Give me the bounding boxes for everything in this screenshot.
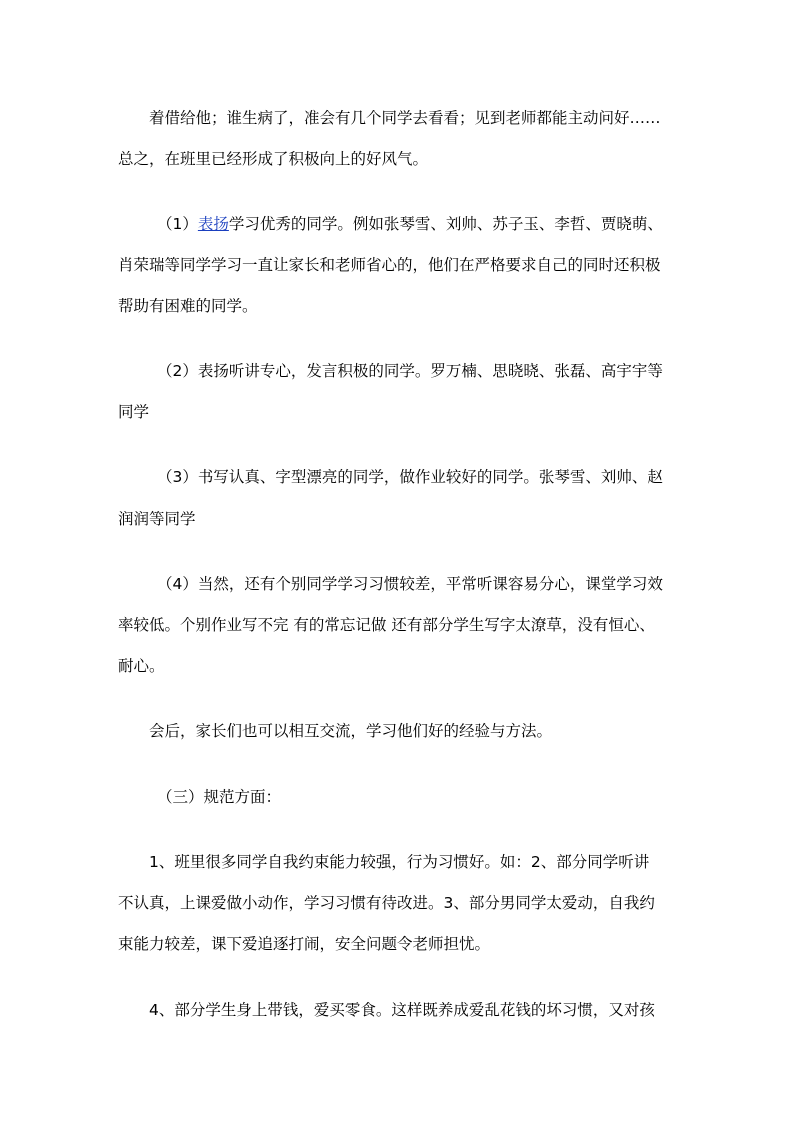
paragraph-3-line-1: （2）表扬听讲专心，发言积极的同学。罗万楠、思晓晓、张磊、高宇宇等 [157, 362, 663, 380]
praise-link[interactable]: 表扬 [197, 215, 229, 233]
paragraph-5-line-1: （4）当然，还有个别同学学习习惯较差，平常听课容易分心，课堂学习效 [157, 575, 663, 593]
paragraph-2-line-2: 肖荣瑞等同学学习一直让家长和老师省心的，他们在严格要求自己的同时还积极 [118, 256, 661, 274]
paragraph-5-line-3: 耐心。 [118, 657, 165, 675]
paragraph-4-line-1: （3）书写认真、字型漂亮的同学，做作业较好的同学。张琴雪、刘帅、赵 [157, 468, 663, 486]
paragraph-4-line-2: 润润等同学 [118, 510, 196, 528]
paragraph-1-line-1: 着借给他；谁生病了，准会有几个同学去看看；见到老师都能主动问好…… [149, 109, 661, 127]
paragraph-9-line-1: 4、部分学生身上带钱，爱买零食。这样既养成爱乱花钱的坏习惯，又对孩 [149, 1001, 655, 1019]
paragraph-5-line-2: 率较低。个别作业写不完 有的常忘记做 还有部分学生写字太潦草，没有恒心、 [118, 616, 655, 634]
item-number: （1） [157, 215, 198, 233]
paragraph-1-line-2: 总之，在班里已经形成了积极向上的好风气。 [118, 150, 429, 168]
paragraph-2-line-1 [157, 214, 663, 234]
paragraph-8-line-1: 1、班里很多同学自我约束能力较强，行为习惯好。如：2、部分同学听讲 [149, 853, 650, 871]
paragraph-6-line-1: 会后，家长们也可以相互交流，学习他们好的经验与方法。 [149, 722, 553, 740]
paragraph-8-line-3: 束能力较差，课下爱追逐打闹，安全问题令老师担忧。 [118, 935, 491, 953]
section-heading: （三）规范方面： [157, 788, 282, 806]
paragraph-8-line-2: 不认真，上课爱做小动作，学习习惯有待改进。3、部分男同学太爱动，自我约 [118, 894, 655, 912]
paragraph-2-line-1-text: 学习优秀的同学。例如张琴雪、刘帅、苏子玉、李哲、贾晓萌、 [228, 215, 663, 233]
paragraph-2-line-3: 帮助有困难的同学。 [118, 297, 258, 315]
paragraph-3-line-2: 同学 [118, 403, 150, 421]
